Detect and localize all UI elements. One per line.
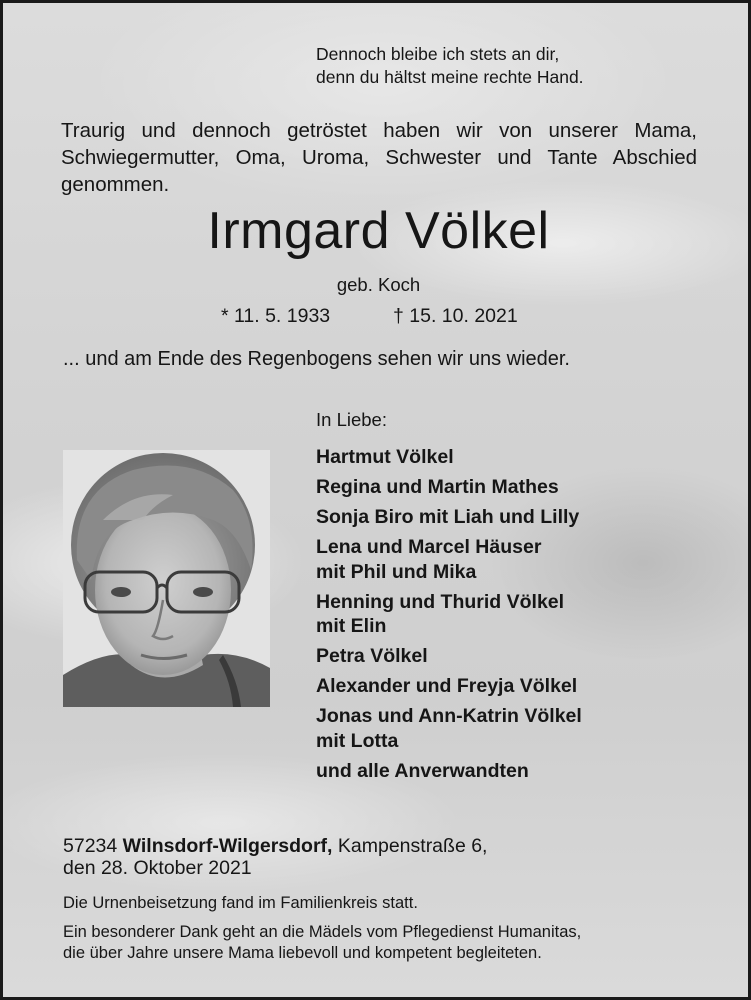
mourner-entry	[316, 505, 582, 530]
mourner-line: mit Phil und Mika	[316, 560, 477, 583]
mourner-line: Henning und Thurid Völkel	[316, 590, 565, 613]
mourner-entry	[316, 704, 582, 753]
address-town: Wilnsdorf-Wilgersdorf,	[122, 835, 333, 857]
portrait-image	[63, 450, 270, 707]
address-zip: 57234	[63, 835, 118, 857]
maiden-name: geb. Koch	[336, 274, 421, 295]
address-street: Kampenstraße 6,	[337, 835, 488, 857]
intro-text: Traurig und dennoch getröstet haben wir von unserer Mama, Schwiegermutter, Oma, Uroma, Schwester und Tante Abschied genommen.	[61, 119, 697, 196]
in-love-heading: In Liebe:	[316, 409, 387, 430]
portrait-photo	[63, 450, 270, 707]
thanks-note	[63, 922, 581, 964]
mourner-line: Regina und Martin Mathes	[316, 476, 559, 498]
mourner-entry	[316, 535, 582, 584]
mourner-line: Lena und Marcel Häuser	[316, 536, 542, 558]
mourner-entry	[316, 759, 582, 784]
thanks-line-2: die über Jahre unsere Mama liebevoll und kompetent begleiteten.	[63, 944, 542, 962]
mourner-entry	[316, 590, 582, 639]
mourner-entry	[316, 475, 582, 500]
address-line	[63, 834, 487, 858]
mourner-line: Jonas und Ann-Katrin Völkel	[316, 705, 582, 727]
death-date: † 15. 10. 2021	[393, 305, 518, 327]
mourner-list	[316, 445, 582, 789]
mourner-entry	[316, 674, 582, 699]
mourner-line: und alle Anverwandten	[316, 759, 529, 782]
motto-line-2: denn du hältst meine rechte Hand.	[316, 67, 584, 87]
thanks-line-1: Ein besonderer Dank geht an die Mädels vom Pflegedienst Humanitas,	[63, 923, 582, 941]
mourner-line: Hartmut Völkel	[316, 446, 454, 468]
mourner-line: Alexander und Freyja Völkel	[316, 675, 578, 697]
mourner-line: mit Lotta	[316, 729, 399, 752]
mourner-entry	[316, 445, 582, 470]
deceased-name: Irmgard Völkel	[207, 202, 550, 260]
birth-date: * 11. 5. 1933	[221, 305, 331, 327]
urn-note: Die Urnenbeisetzung fand im Familienkreis statt.	[63, 894, 418, 912]
motto-line-1: Dennoch bleibe ich stets an dir,	[316, 44, 560, 64]
motto-verse	[316, 43, 584, 89]
mourner-line: Petra Völkel	[316, 645, 428, 667]
letter-date: den 28. Oktober 2021	[63, 857, 252, 879]
mourner-entry	[316, 644, 582, 669]
mourner-line: Sonja Biro mit Liah und Lilly	[316, 506, 580, 528]
mourner-line: mit Elin	[316, 615, 387, 637]
rainbow-line: ... und am Ende des Regenbogens sehen wir uns wieder.	[63, 348, 570, 370]
